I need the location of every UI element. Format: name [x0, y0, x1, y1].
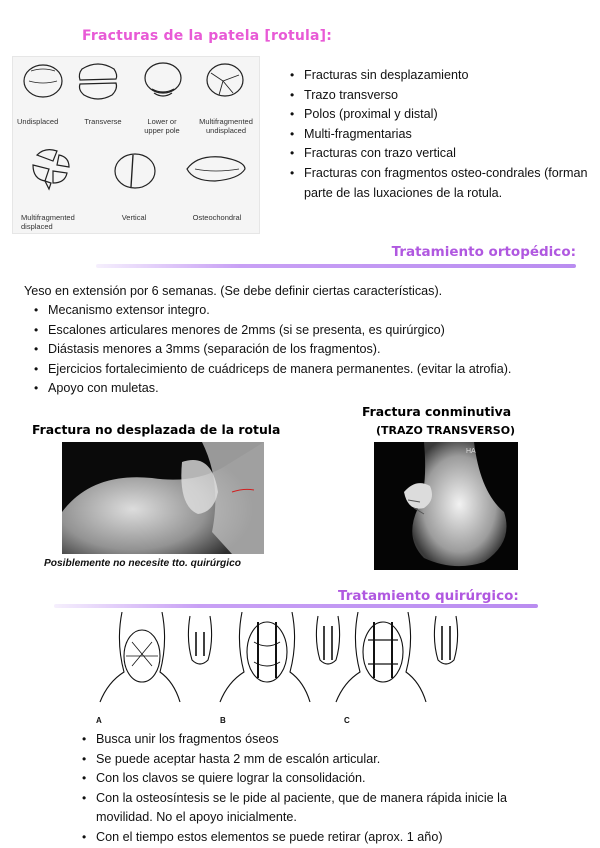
- label-vertical: Vertical: [121, 213, 147, 222]
- list-item: • Con la osteosíntesis se le pide al paciente, que de manera rápida inicie la movilidad. No el apoyo inicialmente.: [82, 789, 512, 828]
- list-item: • Escalones articulares menores de 2mms (si se presenta, es quirúrgico): [34, 321, 594, 341]
- label-osteochondral: Osteochondral: [192, 213, 242, 222]
- xray-marker: HA: [466, 448, 476, 455]
- patella-transverse: [79, 64, 116, 99]
- divider: [96, 264, 576, 268]
- list-item: • Diástasis menores a 3mms (separación de los fragmentos).: [34, 340, 594, 360]
- list-item: • Con los clavos se quiere lograr la consolidación.: [82, 769, 512, 789]
- section-title-ortopedico: Tratamiento ortopédico:: [391, 244, 576, 260]
- xray-knee-lateral-svg: [62, 442, 264, 554]
- label-multifragmented-undisplaced: Multifragmented undisplaced: [199, 117, 253, 135]
- list-item: • Multi-fragmentarias: [290, 125, 590, 145]
- patella-undisplaced: [24, 65, 62, 97]
- list-item: • Fracturas con fragmentos osteo-condrales (forman parte de las luxaciones de la rotula.: [290, 164, 590, 203]
- image2-title-line1: Fractura conminutiva: [362, 404, 512, 419]
- section-title-fracturas: Fracturas de la patela [rotula]:: [82, 28, 333, 44]
- xray-knee-lateral: [62, 442, 264, 554]
- list-item: • Polos (proximal y distal): [290, 105, 590, 125]
- patella-fracture-types-diagram: [12, 56, 260, 234]
- patella-lower-upper-pole: [145, 63, 181, 96]
- xray-comminuted-patella: [374, 442, 518, 570]
- figure-label-b: B: [220, 716, 226, 725]
- image1-title: Fractura no desplazada de la rotula: [32, 422, 281, 437]
- list-item: • Apoyo con muletas.: [34, 379, 594, 399]
- list-item: • Trazo transverso: [290, 86, 590, 106]
- ortopedico-list: [34, 301, 594, 399]
- figure-label-a: A: [96, 716, 102, 725]
- patella-diagram-svg: [13, 57, 259, 233]
- label-undisplaced: Undisplaced: [17, 117, 59, 126]
- figure-label-c: C: [344, 716, 350, 725]
- label-transverse: Transverse: [84, 117, 122, 126]
- image1-caption: Posiblemente no necesite tto. quirúrgico: [44, 558, 241, 569]
- patella-multifragmented-displaced: [33, 150, 69, 189]
- patella-vertical: [115, 154, 155, 188]
- surgical-fixation-svg: [92, 612, 482, 728]
- list-item: • Busca unir los fragmentos óseos: [82, 730, 512, 750]
- section-title-quirurgico: Tratamiento quirúrgico:: [338, 588, 519, 604]
- list-item: • Ejercicios fortalecimiento de cuádriceps de manera permanentes. (evitar la atrofia).: [34, 360, 594, 380]
- list-item: • Mecanismo extensor integro.: [34, 301, 594, 321]
- divider: [54, 604, 538, 608]
- list-item: • Fracturas con trazo vertical: [290, 144, 590, 164]
- xray-comminuted-patella-svg: [374, 442, 518, 570]
- ortopedico-intro: Yeso en extensión por 6 semanas. (Se debe definir ciertas características).: [24, 284, 443, 298]
- quirurgico-list: [82, 730, 512, 848]
- fracture-types-list: [290, 66, 590, 203]
- surgical-fixation-diagram: [92, 612, 482, 728]
- list-item: • Con el tiempo estos elementos se puede retirar (aprox. 1 año): [82, 828, 512, 848]
- image2-title-line2: (TRAZO TRANSVERSO): [376, 424, 516, 437]
- label-lower-upper-pole: Lower or upper pole: [144, 117, 180, 135]
- patella-multifragmented-undisplaced: [207, 64, 243, 96]
- label-multifragmented-displaced: Multifragmented displaced: [21, 213, 75, 231]
- patella-osteochondral: [187, 157, 245, 181]
- list-item: • Se puede aceptar hasta 2 mm de escalón articular.: [82, 750, 512, 770]
- list-item: • Fracturas sin desplazamiento: [290, 66, 590, 86]
